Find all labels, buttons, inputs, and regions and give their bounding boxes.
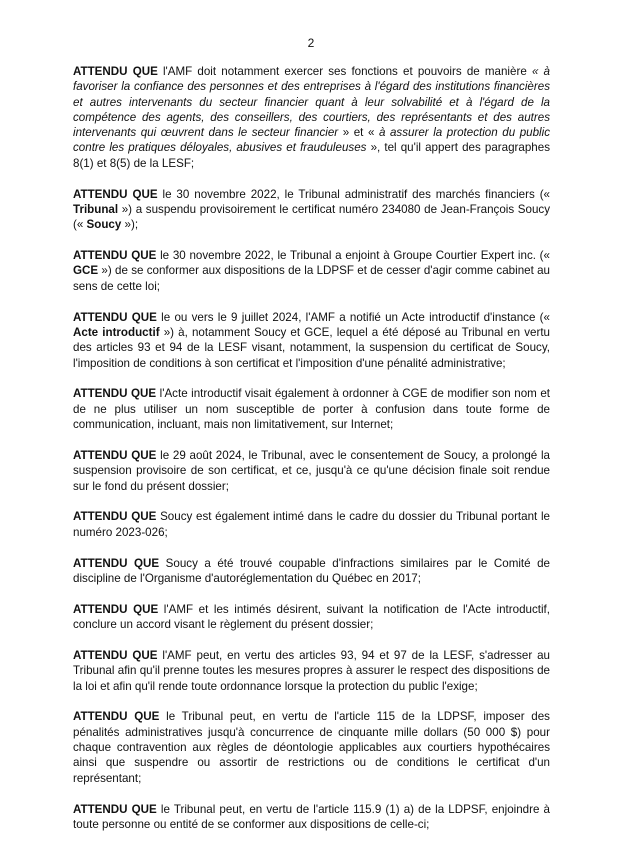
whereas-paragraph <box>73 648 550 694</box>
paragraph-text: l'Acte introductif visait également à ordonner à CGE de modifier son nom et de ne plus utiliser un nom susceptible de porter à confusion dans toute forme de communication, incluant, mais non limitativement, sur Internet; <box>73 387 550 432</box>
paragraph-text: le Tribunal peut, en vertu de l'article 115.9 (1) a) de la LDPSF, enjoindre à toute personne ou entité de se conformer aux dispositions de celle-ci; <box>73 802 550 831</box>
whereas-lead: ATTENDU QUE <box>73 65 158 78</box>
paragraph-text: », tel qu'il appert des paragraphes 8(1) et 8(5) de la LESF; <box>73 141 550 170</box>
paragraph-text: »); <box>121 218 139 232</box>
whereas-paragraph <box>73 386 550 432</box>
paragraph-text: le ou vers le 9 juillet 2024, l'AMF a notifié un Acte introductif d'instance (« <box>156 310 550 324</box>
paragraph-text: ») de se conformer aux dispositions de la LDPSF et de cesser d'agir comme cabinet au sens de cette loi; <box>73 264 550 293</box>
paragraph-text: » et « <box>338 126 379 140</box>
paragraph-text: Soucy a été trouvé coupable d'infractions similaires par le Comité de discipline de l'Organisme d'autoréglementation du Québec en 2017; <box>73 556 550 585</box>
paragraph-text: l'AMF peut, en vertu des articles 93, 94 et 97 de la LESF, s'adresser au Tribunal afin qu'il prenne toutes les mesures propres à assurer le respect des dispositions de la loi et afin qu'il rende toute ordonnance lorsque la protection du public l'exige; <box>73 648 550 693</box>
whereas-lead: ATTENDU QUE <box>73 648 158 662</box>
defined-term: GCE <box>73 264 99 278</box>
whereas-paragraph <box>73 310 550 371</box>
whereas-paragraph <box>73 509 550 540</box>
whereas-lead: ATTENDU QUE <box>73 802 157 816</box>
whereas-paragraph <box>73 248 550 294</box>
whereas-paragraph <box>73 448 550 494</box>
whereas-paragraph <box>73 802 550 833</box>
page-number: 2 <box>307 36 315 50</box>
whereas-lead: ATTENDU QUE <box>73 387 157 401</box>
paragraph-text: l'AMF doit notamment exercer ses fonctions et pouvoirs de manière <box>157 65 532 78</box>
whereas-lead: ATTENDU QUE <box>73 249 157 263</box>
paragraph-text: ») a suspendu provisoirement le certificat numéro 234080 de Jean-François Soucy (« <box>73 202 550 232</box>
paragraph-text: Soucy est également intimé dans le cadre du dossier du Tribunal portant le numéro 2023-026; <box>73 510 550 539</box>
paragraph-text: le 30 novembre 2022, le Tribunal administratif des marchés financiers (« <box>157 187 551 201</box>
document-body <box>73 64 550 848</box>
paragraph-text: le 30 novembre 2022, le Tribunal a enjoint à Groupe Courtier Expert inc. (« <box>156 249 550 263</box>
paragraph-text: le Tribunal peut, en vertu de l'article 115 de la LDPSF, imposer des pénalités administratives jusqu'à concurrence de cinquante mille dollars (50 000 $) pour chaque contravention aux règles de déontologie applicables aux courtiers hypothécaires ainsi que suspendre ou assortir de restrictions ou de conditions le certificat d'un représentant; <box>73 710 550 785</box>
whereas-lead: ATTENDU QUE <box>73 510 157 524</box>
whereas-paragraph <box>73 709 550 785</box>
whereas-lead: ATTENDU QUE <box>73 310 157 324</box>
whereas-paragraph <box>73 556 550 587</box>
whereas-lead: ATTENDU QUE <box>73 602 159 616</box>
whereas-paragraph <box>73 187 550 233</box>
paragraph-text: l'AMF et les intimés désirent, suivant la notification de l'Acte introductif, conclure un accord visant le règlement du présent dossier; <box>73 602 551 632</box>
whereas-lead: ATTENDU QUE <box>73 710 160 724</box>
whereas-lead: ATTENDU QUE <box>73 448 157 462</box>
defined-term: Soucy <box>86 218 122 232</box>
whereas-lead: ATTENDU QUE <box>73 556 160 570</box>
quoted-text: « à favoriser la confiance des personnes et des entreprises à l'égard des institutions financières et autres intervenants du secteur financier quant à leur solvabilité et à l'égard de la compétence des agents, des conseillers, des courtiers, des représentants et des autres intervenants qui œuvrent dans le secteur financier <box>73 65 550 140</box>
paragraph-text: le 29 août 2024, le Tribunal, avec le consentement de Soucy, a prolongé la suspension provisoire de son certificat, et ce, jusqu'à ce qu'une décision finale soit rendue sur le fond du présent dossier; <box>73 448 551 493</box>
whereas-paragraph <box>73 602 550 633</box>
paragraph-text: ») à, notamment Soucy et GCE, lequel a été déposé au Tribunal en vertu des articles 93 et 94 de la LESF visant, notamment, la suspension du certificat de Soucy, l'imposition de conditions à son certificat et l'imposition d'une pénalité administrative; <box>73 325 550 370</box>
whereas-paragraph <box>73 64 550 171</box>
defined-term: Acte introductif <box>73 325 160 339</box>
defined-term: Tribunal <box>73 202 119 216</box>
quoted-text: à assurer la protection du public contre les pratiques déloyales, abusives et frauduleuses <box>73 126 550 155</box>
whereas-lead: ATTENDU QUE <box>73 187 158 201</box>
